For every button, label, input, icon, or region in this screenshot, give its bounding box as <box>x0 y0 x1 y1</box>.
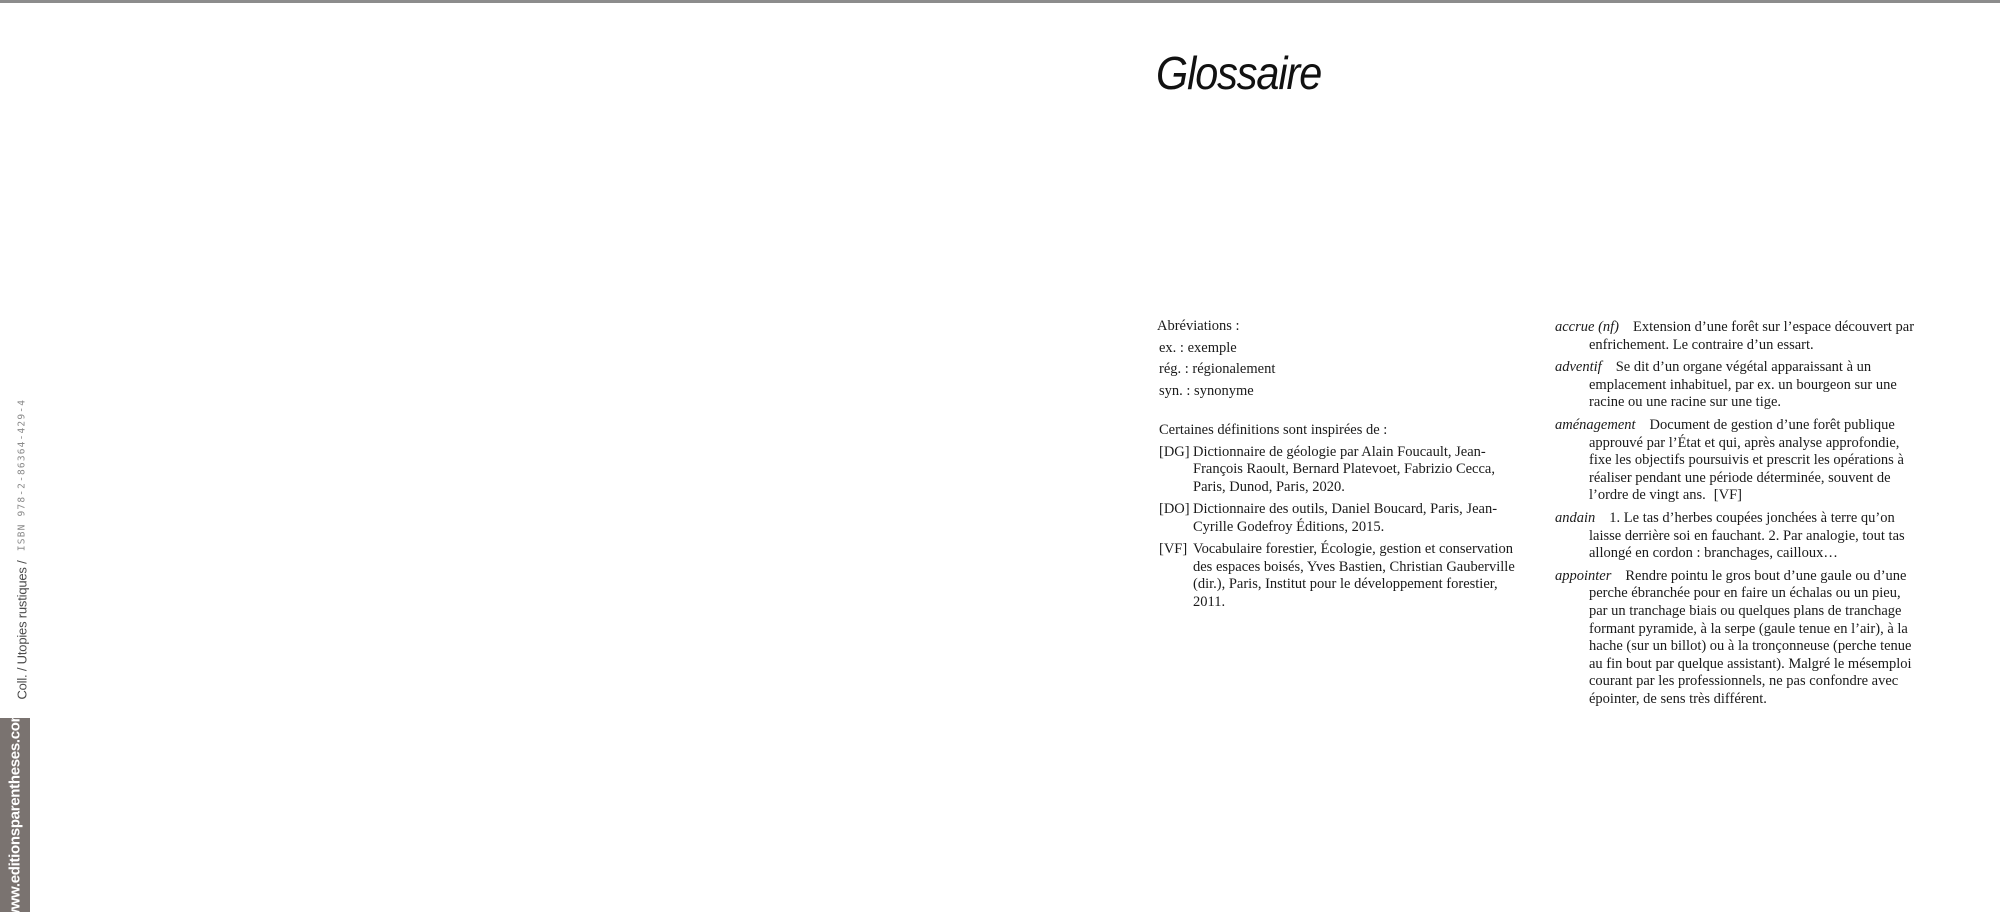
abbreviation-item: rég. : régionalement <box>1159 361 1276 377</box>
glossary-definition: Extension d’une forêt sur l’espace découvert par enfrichement. Le contraire d’un essart. <box>1589 319 1915 353</box>
glossary-entries <box>1555 319 1915 713</box>
spine-website[interactable]: www.editionsparentheses.com <box>6 709 24 921</box>
source-code: [VF] <box>1159 541 1188 557</box>
spine <box>0 0 34 921</box>
abbreviations-heading: Abréviations : <box>1157 318 1240 334</box>
abbreviation-item: syn. : synonyme <box>1159 382 1254 399</box>
glossary-definition: 1. Le tas d’herbes coupées jonchées à terre qu’on laisse derrière soi en fauchant. 2. Par analogie, tout tas allongé en cordon : branchages, cailloux… <box>1589 509 1905 562</box>
glossary-definition: Rendre pointu le gros bout d’une gaule ou d’une perche ébranchée pour en faire un échalas ou un pieu, par un tranchage biais ou quelques plans de tranchage formant pyramide, à la serpe (gaule tenue en l’air), à la hache (sur un billot) ou à la tronçonneuse (perche tenue au fin bout par quelque assistant). Malgré le mésemploi courant par les professionnels, ne pas confondre avec épointer, de sens très différent. <box>1589 567 1912 707</box>
page-title: Glossaire <box>1156 47 1322 99</box>
source-code: [DO] <box>1159 501 1190 517</box>
source-text: Dictionnaire des outils, Daniel Boucard, Paris, Jean-Cyrille Godefroy Éditions, 2015. <box>1193 501 1498 535</box>
top-rule <box>0 0 2000 3</box>
source-text: Dictionnaire de géologie par Alain Foucault, Jean-François Raoult, Bernard Platevoet, Fabrizio Cecca, Paris, Dunod, Paris, 2020. <box>1193 443 1495 495</box>
spine-collection: Coll. / Utopies rustiques / <box>14 560 30 700</box>
source-reference <box>1159 444 1523 497</box>
source-reference <box>1159 541 1523 611</box>
glossary-term: accrue (nf) <box>1555 319 1620 335</box>
glossary-entry <box>1555 319 1915 354</box>
sources-heading: Certaines définitions sont inspirées de : <box>1159 422 1388 438</box>
glossary-entry <box>1555 359 1915 412</box>
abbreviation-item: ex. : exemple <box>1159 339 1237 356</box>
glossary-entry <box>1555 417 1915 505</box>
source-reference <box>1159 501 1523 536</box>
glossary-term: andain <box>1555 509 1596 526</box>
source-code: [DG] <box>1159 443 1190 460</box>
spine-isbn: ISBN 978-2-86364-429-4 <box>16 398 28 552</box>
glossary-definition: Document de gestion d’une forêt publique approuvé par l’État et qui, après analyse approfondie, fixe les objectifs poursuivis et prescrit les opérations à réaliser pendant une période déterminée, souvent de l’ordre de vingt ans. <box>1589 416 1904 504</box>
abbreviations-column <box>1157 318 1523 616</box>
glossary-definition: Se dit d’un organe végétal apparaissant à un emplacement inhabituel, par ex. un bourgeon sur une racine ou une racine sur une tige. <box>1589 359 1897 411</box>
glossary-source-tag: [VF] <box>1713 487 1742 504</box>
source-text: Vocabulaire forestier, Écologie, gestion et conservation des espaces boisés, Yves Bastien, Christian Gauberville (dir.), Paris, Institut pour le développement forestier, 2011. <box>1193 541 1515 610</box>
glossary-term: adventif <box>1555 359 1602 376</box>
glossary-entry <box>1555 510 1915 563</box>
glossary-term: aménagement <box>1555 416 1636 433</box>
glossary-term: appointer <box>1555 567 1612 584</box>
glossary-entry <box>1555 568 1915 709</box>
